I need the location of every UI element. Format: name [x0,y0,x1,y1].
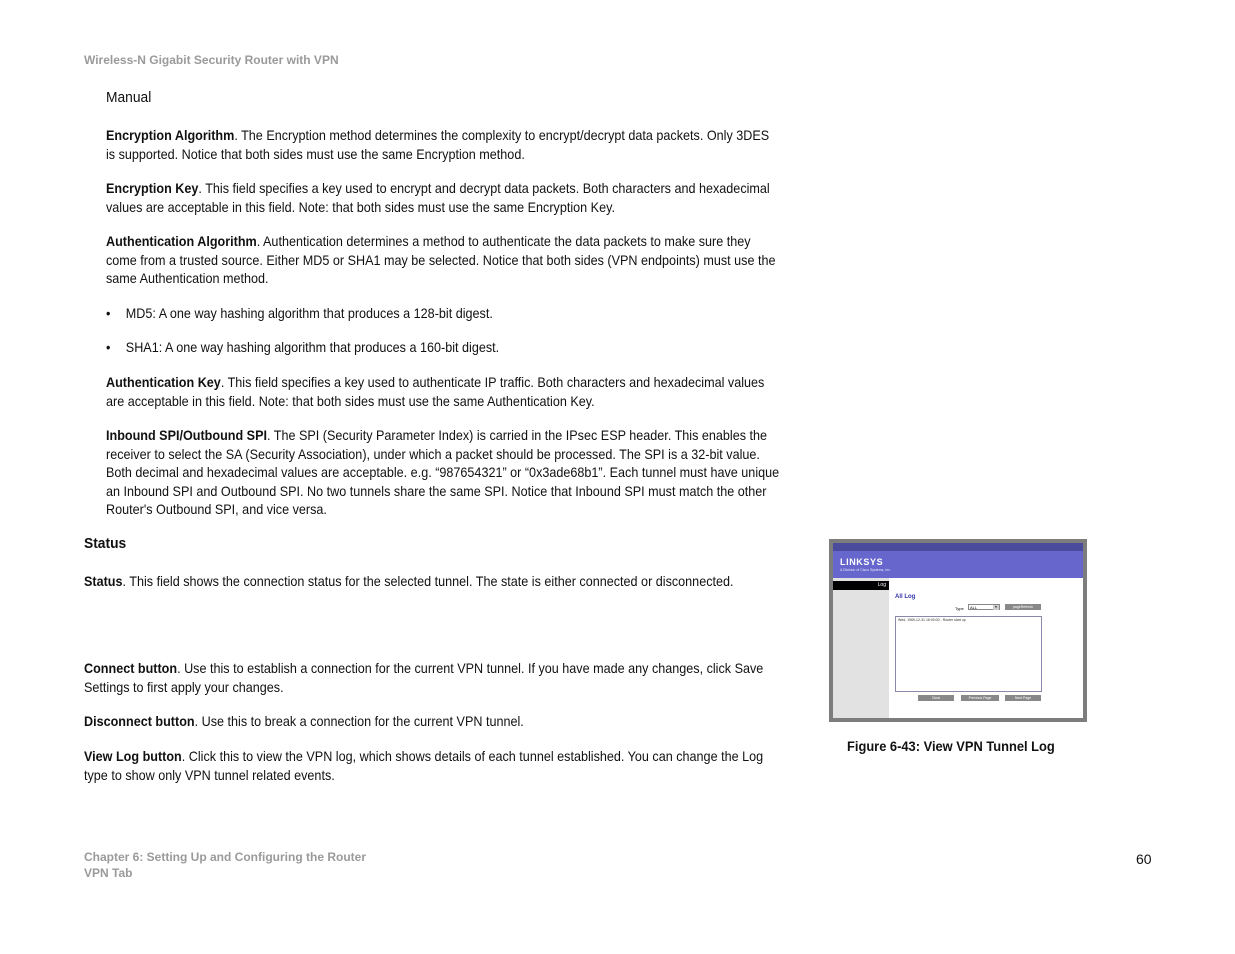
authentication-algorithm-text: . Authentication determines a method to authenticate the data packets to make sure they come from a trusted source. Either MD5 or SHA1 may be selected. Notice that both sides (VPN endpoints) must use the same Authentication method. [106,233,776,286]
status-paragraph [84,572,750,591]
log-page-title: All Log [895,594,916,600]
authentication-key-term: Authentication Key [106,374,221,390]
encryption-key-text: . This field specifies a key used to encrypt and decrypt data packets. Both characters and hexadecimal values are acceptable in this field. Note: that both sides must use the same Encryption Key. [106,180,770,215]
spi-paragraph [106,426,781,519]
encryption-algorithm-text: . The Encryption method determines the complexity to encrypt/decrypt data packets. Only 3DES is supported. Notice that both sides must use the same Encryption method. [106,127,770,162]
disconnect-button-paragraph [84,712,768,731]
bullet-text: SHA1: A one way hashing algorithm that produces a 160-bit digest. [125,339,500,355]
clear-button: Clear [918,695,954,701]
bullet-dot: • [106,339,111,355]
previous-page-button: Previous Page [961,695,999,701]
nav-item-log: Log [877,582,886,588]
linksys-logo: LINKSYS [840,557,884,567]
running-head: Wireless-N Gigabit Security Router with VPN [84,53,339,67]
status-heading: Status [84,535,127,552]
figure-caption: Figure 6-43: View VPN Tunnel Log [847,738,1055,754]
status-term: Status [84,573,123,589]
view-log-button-paragraph [84,747,768,784]
log-type-label: Type [955,606,964,611]
logo-tagline: A Division of Cisco Systems, Inc. [840,568,891,572]
encryption-key-paragraph [106,179,781,216]
encryption-algorithm-paragraph [106,126,781,163]
screenshot-window [833,543,1083,718]
encryption-key-term: Encryption Key [106,180,199,196]
footer-section: VPN Tab [84,866,133,880]
spi-text: . The SPI (Security Parameter Index) is carried in the IPsec ESP header. This enables the receiver to select the SA (Security Association), under which a packet should be processed. The SPI is a 32-bit value. Both decimal and hexadecimal values are acceptable. e.g. “987654321” or “0x3ade68b1”. Each tunnel must have unique an Inbound SPI and Outbound SPI. No two tunnels share the same SPI. Notice that Inbound SPI must match the other Router's Outbound SPI, and vice versa. [106,427,780,517]
authentication-key-text: . This field specifies a key used to authenticate IP traffic. Both characters and hexadecimal values are acceptable in this field. Note: that both sides must use the same Authentication Key. [106,374,765,409]
spi-term: Inbound SPI/Outbound SPI [106,427,267,443]
screenshot-banner [833,543,1083,578]
authentication-key-paragraph [106,373,781,410]
banner-top-strip [833,543,1083,551]
view-log-button-term: View Log button [84,748,182,764]
connect-button-term: Connect button [84,660,178,676]
status-text: . This field shows the connection status for the selected tunnel. The state is either connected or disconnected. [122,573,734,589]
screenshot-nav-bar [833,581,889,590]
bullet-item-sha1 [106,338,781,357]
log-entry: Wed, 1969-12-31 16:00:00 - Router start up [898,618,966,622]
encryption-algorithm-term: Encryption Algorithm [106,127,235,143]
disconnect-button-term: Disconnect button [84,713,195,729]
connect-button-text: . Use this to establish a connection for the current VPN tunnel. If you have made any changes, click Save Settings to first apply your changes. [84,660,764,695]
next-page-button: Next Page [1005,695,1041,701]
authentication-algorithm-paragraph [106,232,781,288]
footer-chapter: Chapter 6: Setting Up and Configuring the Router [84,850,366,864]
disconnect-button-text: . Use this to break a connection for the current VPN tunnel. [194,713,524,729]
screenshot-left-column [833,578,889,718]
bullet-item-md5 [106,304,781,323]
log-type-value: ALL [970,605,978,610]
manual-subheading: Manual [106,89,152,106]
log-textarea [895,616,1042,692]
figure-screenshot [829,539,1087,722]
chevron-down-icon: ▼ [994,605,998,609]
bullet-text: MD5: A one way hashing algorithm that produces a 128-bit digest. [125,305,493,321]
log-type-select [968,604,1000,610]
bullet-dot: • [106,305,111,321]
page-number: 60 [1136,851,1152,867]
authentication-algorithm-term: Authentication Algorithm [106,233,257,249]
connect-button-paragraph [84,659,768,696]
page-refresh-button: pageRefresh [1005,604,1041,610]
view-log-button-text: . Click this to view the VPN log, which shows details of each tunnel established. You can change the Log type to show only VPN tunnel related events. [84,748,764,783]
